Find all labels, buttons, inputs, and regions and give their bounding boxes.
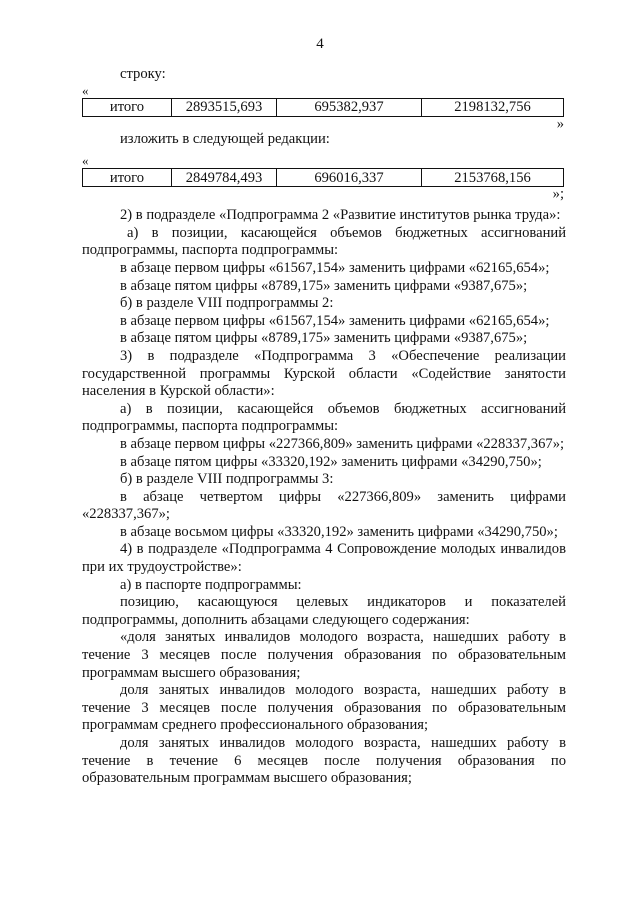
quote-open: « [82, 82, 89, 98]
paragraph-p2-a: а) в позиции, касающейся объемов бюджетных ассигнований подпрограммы, паспорта подпрограммы: [82, 224, 566, 259]
paragraph-p3-a: а) в позиции, касающейся объемов бюджетных ассигнований подпрограммы, паспорта подпрограммы: [82, 400, 566, 435]
paragraph-p3-b: б) в разделе VIII подпрограммы 3: [120, 471, 334, 488]
table-cell: 2153768,156 [422, 169, 564, 187]
paragraph-p2-a1: в абзаце первом цифры «61567,154» заменить цифрами «62165,654»; [120, 259, 550, 276]
paragraph-p3-b8: в абзаце восьмом цифры «33320,192» заменить цифрами «34290,750»; [120, 523, 558, 540]
paragraph-p4-pos: позицию, касающуюся целевых индикаторов и показателей подпрограммы, дополнить абзацами следующего содержания: [82, 594, 566, 628]
paragraph-p3-head: 3) в подразделе «Подпрограмма 3 «Обеспечение реализации государственной программы Курской области «Содействие занятости населения в Курской области»: [82, 347, 566, 400]
paragraph-p2-b: б) в разделе VIII подпрограммы 2: [120, 295, 334, 312]
quote-close: » [556, 115, 564, 132]
table-cell: 2849784,493 [172, 169, 277, 187]
paragraph-p4-q2: доля занятых инвалидов молодого возраста, нашедших работу в течение 3 месяцев после получения образования по образовательным программам среднего профессионального образования; [82, 682, 566, 734]
table-row [83, 169, 564, 187]
document-body [82, 66, 566, 788]
quote-open: « [82, 153, 89, 169]
paragraph-p2-b5: в абзаце пятом цифры «8789,175» заменить цифрами «9387,675»; [120, 330, 528, 347]
table-cell: итого [83, 169, 172, 187]
table-cell: 696016,337 [277, 169, 422, 187]
paragraph-p2-a5: в абзаце пятом цифры «8789,175» заменить цифрами «9387,675»; [120, 277, 528, 294]
table-row [83, 98, 564, 116]
paragraph-p2-head: 2) в подразделе «Подпрограмма 2 «Развитие институтов рынка труда»: [120, 207, 561, 224]
intro-line-1: строку: [120, 66, 166, 82]
paragraph-p4-q1: «доля занятых инвалидов молодого возраста, нашедших работу в течение 3 месяцев после получения образования по образовательным программам высшего образования; [82, 629, 566, 681]
paragraph-p4-q3: доля занятых инвалидов молодого возраста, нашедших работу в течение в течение 6 месяцев после получения образования по образовательным программам высшего образования; [82, 735, 566, 787]
table-cell: 2893515,693 [172, 98, 277, 116]
amendment-paragraphs [82, 207, 566, 788]
quote-close: »; [552, 186, 564, 203]
new-totals-table [82, 168, 564, 187]
table-cell: итого [83, 98, 172, 116]
paragraph-p4-a: а) в паспорте подпрограммы: [120, 576, 302, 593]
paragraph-p3-a5: в абзаце пятом цифры «33320,192» заменить цифрами «34290,750»; [120, 453, 542, 470]
table-cell: 695382,937 [277, 98, 422, 116]
table-cell: 2198132,756 [422, 98, 564, 116]
intro-line-2: изложить в следующей редакции: [120, 130, 330, 147]
paragraph-p3-b4: в абзаце четвертом цифры «227366,809» заменить цифрами «228337,367»; [82, 488, 566, 523]
paragraph-p4-head: 4) в подразделе «Подпрограмма 4 Сопровождение молодых инвалидов при их трудоустройстве»: [82, 541, 566, 576]
old-totals-table [82, 98, 564, 117]
paragraph-p3-a1: в абзаце первом цифры «227366,809» заменить цифрами «228337,367»; [120, 435, 565, 452]
paragraph-p2-b1: в абзаце первом цифры «61567,154» заменить цифрами «62165,654»; [120, 312, 550, 329]
page-number: 4 [316, 36, 324, 52]
